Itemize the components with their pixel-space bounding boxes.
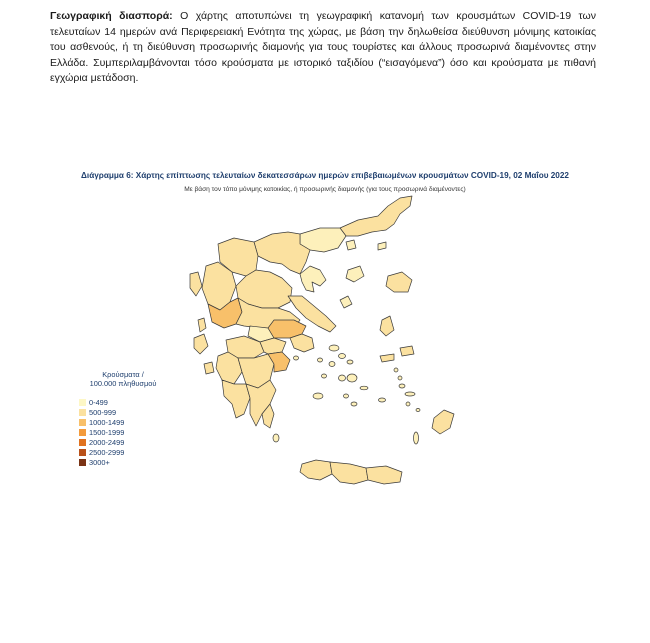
legend-title — [68, 370, 178, 388]
legend-item — [79, 437, 178, 447]
island-mykonos — [347, 360, 353, 364]
figure-subtitle: Με βάση τον τόπο μόνιμης κατοικίας, ή προσωρινής διαμονής (για τους προσωρινά διαμένοντες) — [184, 186, 466, 193]
island-limnos — [346, 266, 364, 282]
island-astypalaia — [379, 398, 386, 402]
island-thasos — [346, 240, 356, 250]
legend-swatch — [79, 419, 86, 426]
legend-swatch — [79, 459, 86, 466]
legend-item — [79, 397, 178, 407]
geographic-distribution-paragraph — [50, 9, 596, 87]
map-legend — [68, 370, 178, 467]
legend-swatch — [79, 409, 86, 416]
region-chalkidiki — [300, 266, 326, 292]
paragraph-text: Ο χάρτης αποτυπώνει τη γεωγραφική κατανομή των κρουσμάτων COVID-19 των τελευταίων 14 ημερών ανά Περιφερειακή Ενότητα της χώρας, με βάση την δηλωθείσα διεύθυνση μόνιμης κατοικίας του ασθενούς, ή τη διεύθυνση προσωρινής διαμονής για τους τουρίστες και άλλους προσωρινά διαμένοντες στην Ελλάδα. Συμπεριλαμβάνονται τόσο κρούσματα με ιστορικό ταξιδίου (“εισαγόμενα”) όσο και κρούσματα με πιθανή εγχώρια μετάδοση. — [50, 10, 596, 85]
island-syros — [329, 362, 335, 367]
island-lesvos — [386, 272, 412, 292]
island-milos — [313, 393, 323, 399]
island-crete-west — [300, 460, 332, 480]
figure-title: Διάγραμμα 6: Χάρτης επίπτωσης τελευταίων δεκατεσσάρων ημερών επιβεβαιωμένων κρουσμάτων COVID-19, 02 Μαΐου 2022 — [81, 171, 569, 180]
island-nisyros — [406, 402, 410, 406]
island-kos — [405, 392, 415, 396]
island-samothraki — [378, 242, 386, 250]
island-crete-east — [366, 466, 402, 484]
island-kea — [318, 358, 323, 362]
legend-item — [79, 407, 178, 417]
island-aegina — [294, 356, 299, 360]
island-karpathos — [414, 432, 419, 444]
island-amorgos — [360, 386, 368, 390]
legend-title-line2: 100.000 πληθυσμού — [89, 379, 157, 388]
island-santorini — [351, 402, 357, 406]
paragraph-lead: Γεωγραφική διασπορά: — [50, 10, 173, 22]
island-tilos — [416, 408, 420, 411]
region-attica — [290, 334, 314, 352]
island-corfu — [190, 272, 202, 296]
greece-incidence-map — [150, 192, 530, 502]
legend-item — [79, 447, 178, 457]
island-skyros — [340, 296, 352, 308]
legend-item — [79, 417, 178, 427]
region-messinia — [222, 380, 250, 418]
island-lefkada — [198, 318, 206, 332]
island-andros — [329, 345, 339, 351]
island-samos — [400, 346, 414, 356]
legend-label: 1500-1999 — [89, 427, 125, 437]
island-paros — [339, 375, 346, 381]
island-naxos — [347, 374, 357, 382]
legend-swatch — [79, 399, 86, 406]
legend-swatch — [79, 449, 86, 456]
legend-item — [79, 427, 178, 437]
legend-item — [79, 457, 178, 467]
island-ikaria — [380, 354, 394, 362]
island-tinos — [339, 354, 346, 359]
legend-label: 3000+ — [89, 457, 110, 467]
island-kalymnos — [399, 384, 405, 388]
island-zakynthos — [204, 362, 214, 374]
legend-label: 2000-2499 — [89, 437, 125, 447]
island-leros — [398, 376, 402, 380]
island-kefalonia — [194, 334, 208, 354]
island-serifos — [322, 374, 327, 378]
legend-title-line1: Κρούσματα / — [102, 370, 144, 379]
legend-swatch — [79, 429, 86, 436]
legend-label: 500-999 — [89, 407, 117, 417]
legend-label: 1000-1499 — [89, 417, 125, 427]
legend-swatch — [79, 439, 86, 446]
island-ios — [344, 394, 349, 398]
region-thrace — [340, 196, 412, 236]
legend-label: 2500-2999 — [89, 447, 125, 457]
island-patmos — [394, 368, 398, 372]
island-chios — [380, 316, 394, 336]
island-kythira — [273, 434, 279, 442]
island-rhodes — [432, 410, 454, 434]
legend-label: 0-499 — [89, 397, 108, 407]
island-crete-central — [330, 462, 368, 484]
